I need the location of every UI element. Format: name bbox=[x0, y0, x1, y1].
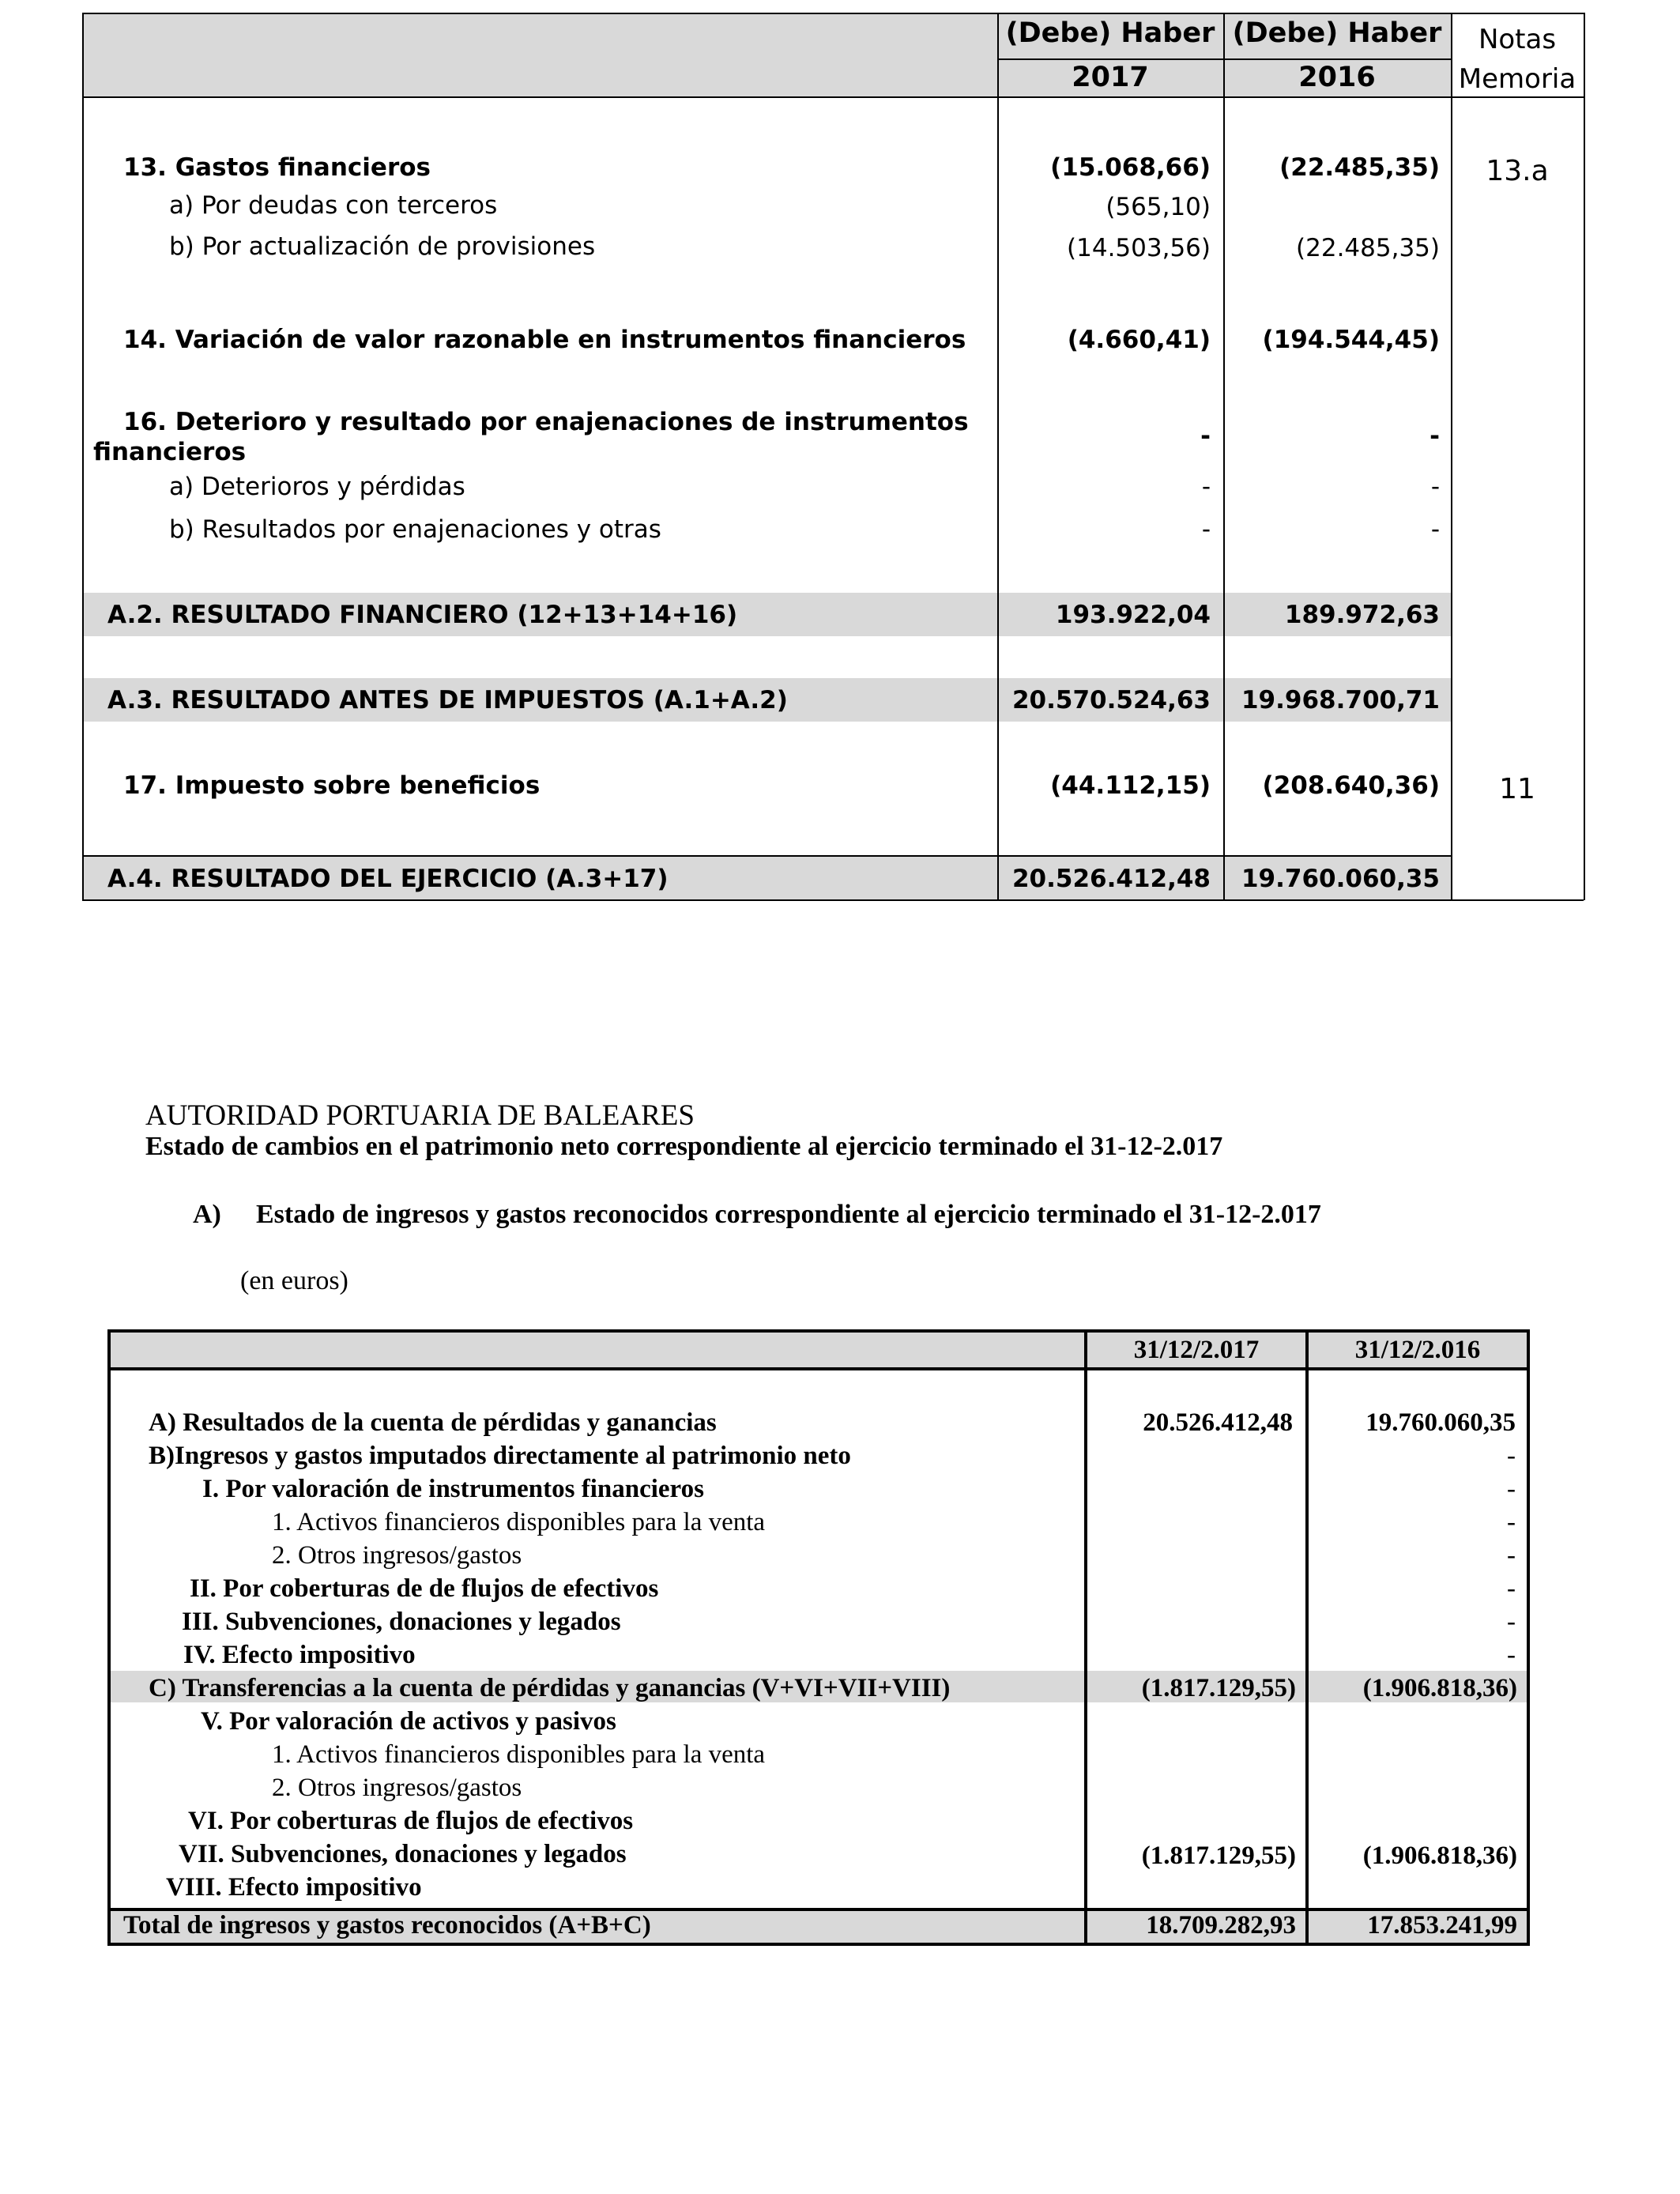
row-value-2017: 20.526.412,48 bbox=[1143, 1408, 1293, 1437]
row-label: A.4. RESULTADO DEL EJERCICIO (A.3+17) bbox=[107, 865, 669, 893]
row-label: 1. Activos financieros disponibles para la venta bbox=[272, 1740, 766, 1769]
border-left bbox=[82, 13, 84, 900]
row-label: 1. Activos financieros disponibles para la venta bbox=[272, 1508, 766, 1536]
row-value-2016: (1.906.818,36) bbox=[1362, 1674, 1517, 1702]
row-value-2017: (565,10) bbox=[1106, 193, 1211, 221]
row-label: VII. Subvenciones, donaciones y legados bbox=[179, 1840, 627, 1868]
border-col2 bbox=[1223, 13, 1225, 900]
row-label: VI. Por coberturas de flujos de efectivos bbox=[188, 1807, 634, 1835]
row-label: a) Por deudas con terceros bbox=[169, 191, 498, 220]
statement-title: Estado de cambios en el patrimonio neto correspondiente al ejercicio terminado el 31-12-2.017 bbox=[145, 1132, 1223, 1161]
border-top bbox=[82, 13, 1584, 14]
header-notes-line2: Memoria bbox=[1458, 63, 1576, 95]
row-value-2017: 20.526.412,48 bbox=[1011, 865, 1211, 893]
organization-name: AUTORIDAD PORTUARIA DE BALEARES bbox=[145, 1099, 695, 1132]
row-label: IV. Efecto impositivo bbox=[183, 1641, 416, 1669]
row-value-2016: - bbox=[1507, 1574, 1516, 1603]
income-statement-table bbox=[0, 0, 1680, 917]
row-value-2016: - bbox=[1507, 1442, 1516, 1470]
row-label: b) Por actualización de provisiones bbox=[169, 232, 596, 261]
border-a4-top bbox=[82, 855, 1451, 857]
row-value-2016: (208.640,36) bbox=[1262, 771, 1440, 800]
row-value-2017: (15.068,66) bbox=[1050, 153, 1211, 182]
border-header-bottom bbox=[107, 1367, 1530, 1370]
row-value-2016: 189.972,63 bbox=[1284, 601, 1440, 629]
row-label-line2: financieros bbox=[93, 438, 247, 466]
border-bottom bbox=[107, 1943, 1530, 1946]
row-label: VIII. Efecto impositivo bbox=[166, 1873, 422, 1902]
row-value-2017: - bbox=[1200, 422, 1211, 450]
row-note: 13.a bbox=[1486, 155, 1549, 187]
row-value-2016: - bbox=[1430, 473, 1440, 501]
row-label: a) Deterioros y pérdidas bbox=[169, 473, 465, 501]
row-value-2017: (1.817.129,55) bbox=[1141, 1674, 1296, 1702]
row-label: A) Resultados de la cuenta de pérdidas y ganancias bbox=[149, 1408, 717, 1437]
border-col1 bbox=[997, 13, 999, 900]
row-value-2017: (4.660,41) bbox=[1067, 326, 1211, 354]
row-label: A.2. RESULTADO FINANCIERO (12+13+14+16) bbox=[107, 601, 738, 629]
row-label: b) Resultados por enajenaciones y otras bbox=[169, 515, 661, 544]
row-label: A.3. RESULTADO ANTES DE IMPUESTOS (A.1+A.2) bbox=[107, 686, 788, 714]
border-header-bottom bbox=[82, 96, 1584, 98]
row-label-line1: 16. Deterioro y resultado por enajenaciones de instrumentos bbox=[123, 408, 969, 436]
tick-left bbox=[82, 96, 84, 139]
row-value-2016: (22.485,35) bbox=[1296, 234, 1440, 262]
row-label: 13. Gastos financieros bbox=[123, 153, 431, 182]
row-label: C) Transferencias a la cuenta de pérdidas y ganancias (V+VI+VII+VIII) bbox=[149, 1674, 951, 1702]
units-label: (en euros) bbox=[240, 1266, 348, 1295]
row-value-2016: 19.760.060,35 bbox=[1241, 865, 1440, 893]
row-value-2017: - bbox=[1201, 515, 1211, 544]
header-col-2017: 31/12/2.017 bbox=[1133, 1336, 1260, 1364]
border-col3 bbox=[1451, 13, 1452, 900]
row-value-2017: (44.112,15) bbox=[1050, 771, 1211, 800]
row-value-2016: (22.485,35) bbox=[1279, 153, 1440, 182]
row-value-2016: - bbox=[1430, 422, 1440, 450]
row-value-2016: (194.544,45) bbox=[1262, 326, 1440, 354]
row-value-2016: - bbox=[1507, 1541, 1516, 1570]
row-value-2016: 19.968.700,71 bbox=[1241, 686, 1440, 714]
total-label: Total de ingresos y gastos reconocidos (A+B+C) bbox=[123, 1911, 651, 1940]
border-right bbox=[1584, 13, 1585, 900]
total-value-2016: 17.853.241,99 bbox=[1367, 1911, 1517, 1940]
row-label: II. Por coberturas de de flujos de efectivos bbox=[190, 1574, 659, 1603]
header-notes-line1: Notas bbox=[1478, 24, 1557, 55]
row-value-2016: - bbox=[1507, 1508, 1516, 1536]
row-label: B)Ingresos y gastos imputados directamente al patrimonio neto bbox=[149, 1442, 851, 1470]
header-col-2016: 31/12/2.016 bbox=[1354, 1336, 1481, 1364]
row-value-2016: (1.906.818,36) bbox=[1362, 1842, 1517, 1870]
row-value-2016: - bbox=[1507, 1608, 1516, 1636]
header-col2-line1: (Debe) Haber bbox=[1232, 17, 1442, 49]
row-label: III. Subvenciones, donaciones y legados bbox=[182, 1608, 621, 1636]
row-label: 2. Otros ingresos/gastos bbox=[272, 1774, 522, 1802]
row-label: I. Por valoración de instrumentos financieros bbox=[202, 1475, 704, 1503]
row-value-2016: - bbox=[1430, 515, 1440, 544]
row-value-2017: 193.922,04 bbox=[1055, 601, 1211, 629]
border-left bbox=[107, 1329, 111, 1946]
border-right bbox=[1527, 1329, 1530, 1946]
subtitle: Estado de ingresos y gastos reconocidos correspondiente al ejercicio terminado el 31-12-2.017 bbox=[256, 1200, 1321, 1229]
row-label: V. Por valoración de activos y pasivos bbox=[201, 1707, 616, 1736]
row-value-2016: - bbox=[1507, 1641, 1516, 1669]
header-col1-line1: (Debe) Haber bbox=[1005, 17, 1215, 49]
row-note: 11 bbox=[1499, 773, 1535, 805]
total-value-2017: 18.709.282,93 bbox=[1146, 1911, 1296, 1940]
row-value-2017: - bbox=[1201, 473, 1211, 501]
row-value-2017: (14.503,56) bbox=[1067, 234, 1211, 262]
row-value-2017: 20.570.524,63 bbox=[1011, 686, 1211, 714]
row-value-2016: 19.760.060,35 bbox=[1365, 1408, 1516, 1437]
border-bottom bbox=[82, 899, 1584, 901]
row-value-2017: (1.817.129,55) bbox=[1141, 1842, 1296, 1870]
row-value-2016: - bbox=[1507, 1475, 1516, 1503]
row-label: 14. Variación de valor razonable en instrumentos financieros bbox=[123, 326, 966, 354]
subtitle-letter: A) bbox=[193, 1200, 221, 1229]
header-col2-year: 2016 bbox=[1298, 62, 1376, 93]
row-label: 17. Impuesto sobre beneficios bbox=[123, 771, 541, 800]
row-label: 2. Otros ingresos/gastos bbox=[272, 1541, 522, 1570]
header-col1-year: 2017 bbox=[1072, 62, 1149, 93]
border-top bbox=[107, 1329, 1530, 1333]
